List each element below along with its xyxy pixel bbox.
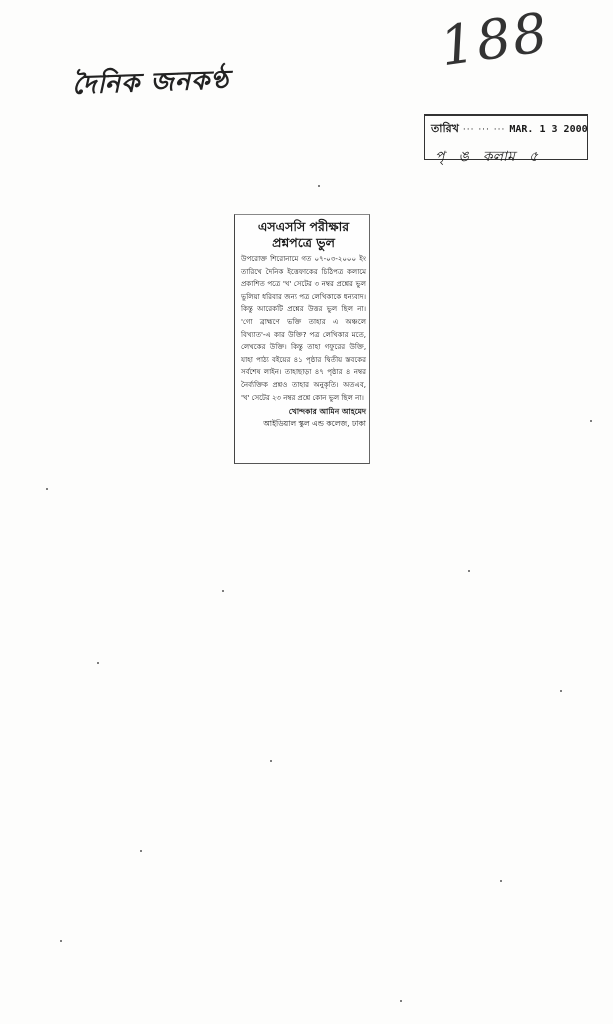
handwritten-page-number: 188 <box>436 0 553 79</box>
date-stamp-label: তারিখ <box>431 122 459 135</box>
scan-speck <box>400 1000 402 1002</box>
scan-speck <box>222 590 224 592</box>
scan-speck <box>97 662 99 664</box>
scan-speck <box>318 185 320 187</box>
handwritten-newspaper-name: দৈনিক জনকণ্ঠ <box>71 65 230 101</box>
scan-speck <box>560 690 562 692</box>
stamp-mark: ৫ <box>528 149 538 165</box>
clipping-body-text: উপরোক্ত শিরোনামে গত ০৭-০৩-২০০০ ইং তারিখে দৈনিক ইত্তেফাকের চিঠিপত্র কলামে প্রকাশিত পত্রে 'খ' সেটের ৩ নম্বর প্রশ্নের ভুল ভুলিয়া ধরিবার জন্য পত্র লেখিকাকে ধন্যবাদ। কিন্তু আরেকটি প্রশ্নের উত্তর ভুল ছিল না। 'গো ব্রাহ্মণে ভক্তি তাহার এ অঞ্চলে বিখ্যাত'-এ কার উক্তি? পত্র লেখিকার মতে, লেখকের উক্তি। কিন্তু তাহা গফুরের উক্তি, যাহা পাঠ্য বইয়ের ৪১ পৃষ্ঠার দ্বিতীয় স্তবকের সর্বশেষ লাইন। তাহাছাড়া ৪৭ পৃষ্ঠার ৪ নম্বর নৈর্ব্যক্তিক প্রশ্নও তাহার অনুকৃতি। অতএব, 'খ' সেটের ২৩ নম্বর প্রশ্নে কোন ভুল ছিল না। <box>241 254 366 402</box>
scan-speck <box>46 488 48 490</box>
clipping-headline-line1: এসএসসি পরীক্ষার <box>257 219 350 234</box>
date-stamp-value: MAR. 1 3 2000 <box>509 124 588 135</box>
newspaper-clipping <box>234 214 370 464</box>
date-stamp-dots: ··· ··· ··· <box>462 125 506 135</box>
stamp-mark: ঙ <box>458 149 469 165</box>
scan-speck <box>60 940 62 942</box>
date-stamp-marks <box>431 145 581 169</box>
stamp-mark: পৃ <box>435 149 445 165</box>
stamp-mark: কলাম <box>482 149 515 165</box>
clipping-headline-line2: প্রশ্নপত্রে ভুল <box>272 235 335 250</box>
scan-speck <box>590 420 592 422</box>
clipping-signature <box>241 406 366 430</box>
signature-affiliation: আইডিয়াল স্কুল এন্ড কলেজ, ঢাকা <box>263 419 366 429</box>
scan-speck <box>468 570 470 572</box>
scan-speck <box>270 760 272 762</box>
date-stamp-row <box>431 120 588 139</box>
scan-speck <box>500 880 502 882</box>
scan-speck <box>140 850 142 852</box>
clipping-headline <box>241 219 366 251</box>
signature-name: খোন্দকার আমিন আহমেদ <box>288 407 366 417</box>
clipping-body <box>241 253 366 404</box>
date-stamp <box>424 114 588 165</box>
